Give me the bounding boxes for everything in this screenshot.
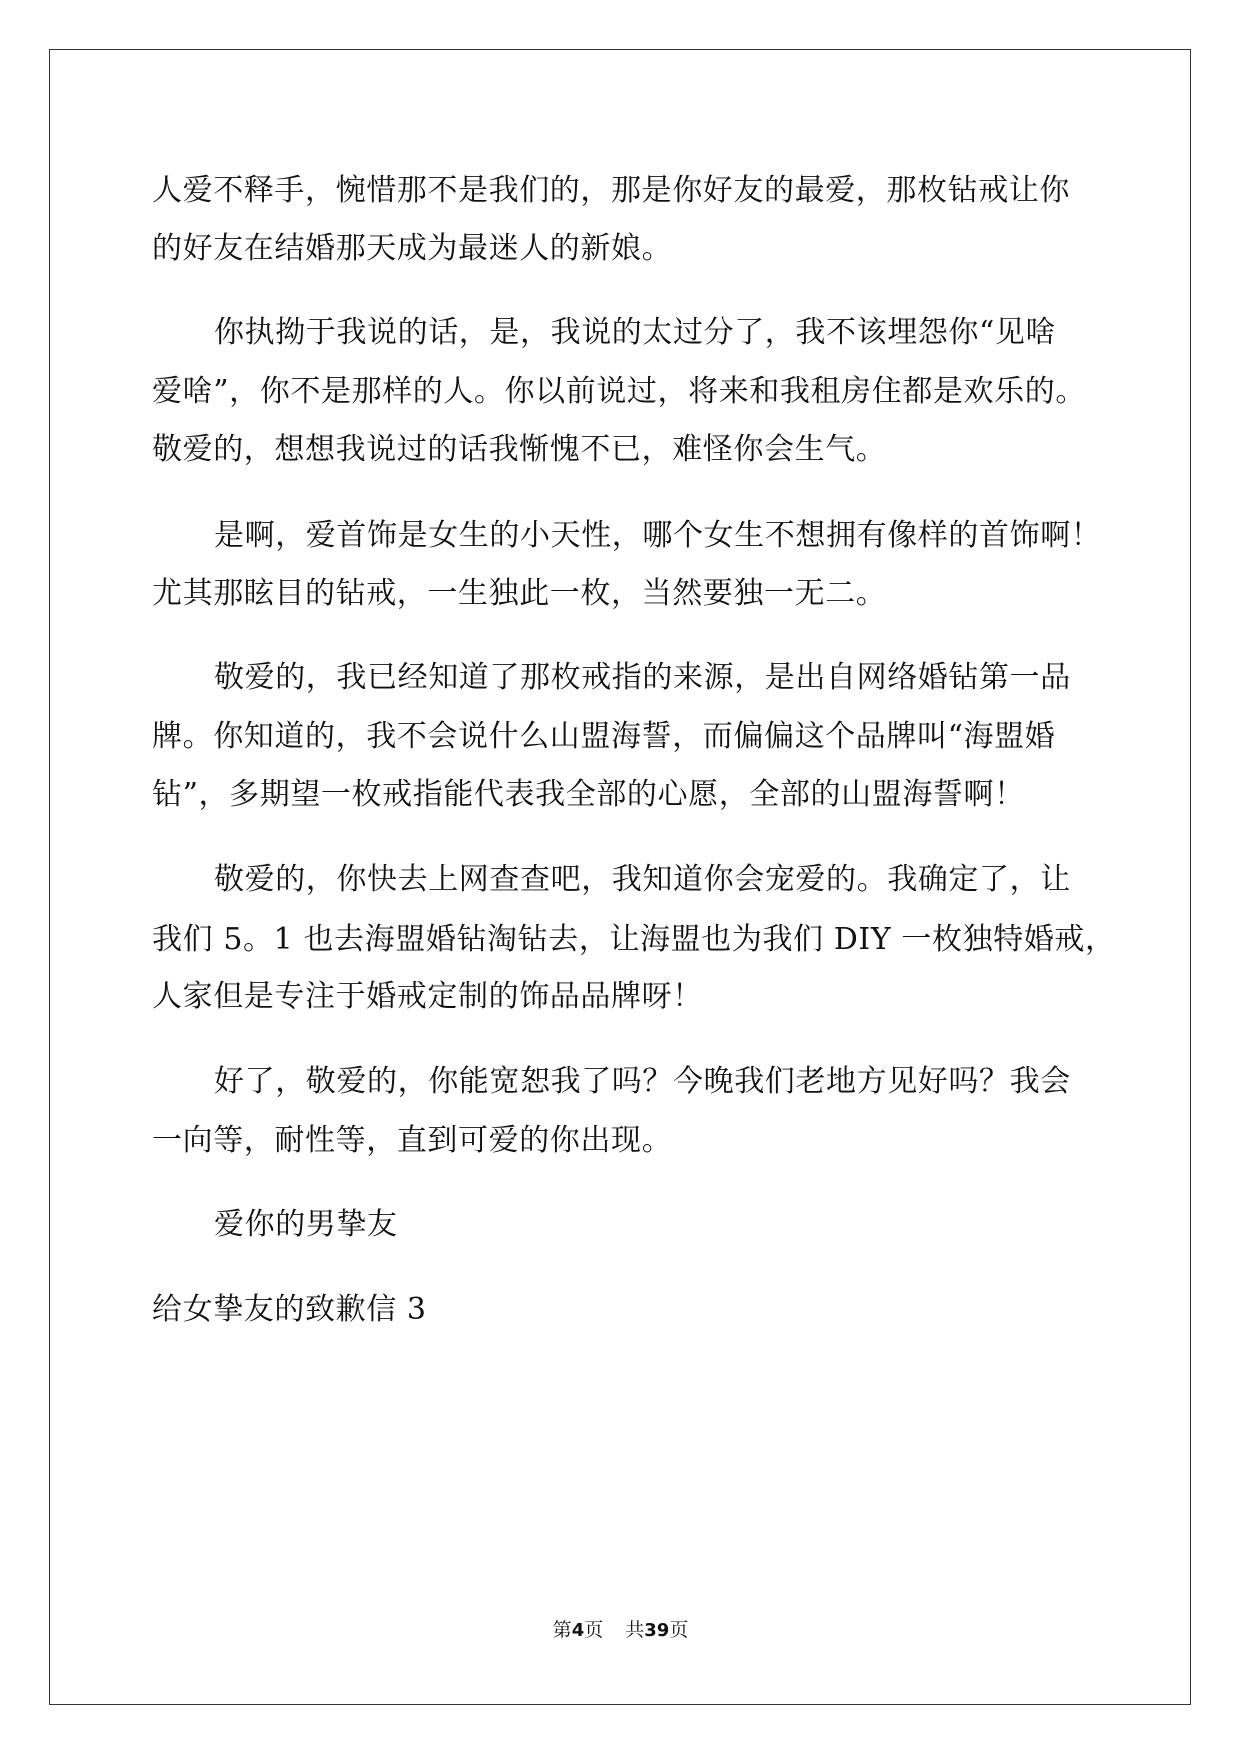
text-line: 人爱不释手，惋惜那不是我们的，那是你好友的最爱，那枚钻戒让你 <box>152 173 1070 208</box>
section-heading: 给女挚友的致歉信 3 <box>152 1292 427 1327</box>
paragraph-start-line: 是啊，爱首饰是女生的小天性，哪个女生不想拥有像样的首饰啊！ <box>214 518 1102 553</box>
paragraph-start-line: 敬爱的，你快去上网查查吧，我知道你会宠爱的。我确定了，让 <box>214 862 1071 897</box>
text-line: 我们 5。1 也去海盟婚钻淘钻去，让海盟也为我们 DIY 一枚独特婚戒， <box>152 922 1116 957</box>
total-suffix: 页 <box>669 1619 689 1641</box>
page-prefix: 第 <box>552 1619 572 1641</box>
paragraph-start-line: 你执拗于我说的话，是，我说的太过分了，我不该埋怨你“见啥 <box>214 315 1057 350</box>
text-line: 的好友在结婚那天成为最迷人的新娘。 <box>152 231 673 266</box>
total-pages: 39 <box>644 1620 670 1641</box>
total-prefix: 共 <box>625 1619 645 1641</box>
text-line: 敬爱的，想想我说过的话我惭愧不已，难怪你会生气。 <box>152 432 887 467</box>
page-number: 4 <box>571 1620 585 1641</box>
page-suffix: 页 <box>584 1619 604 1641</box>
text-line: 一向等，耐性等，直到可爱的你出现。 <box>152 1123 673 1158</box>
text-line: 牌。你知道的，我不会说什么山盟海誓，而偏偏这个品牌叫“海盟婚 <box>152 719 1056 754</box>
text-line: 尤其那眩目的钻戒，一生独此一枚，当然要独一无二。 <box>152 576 887 611</box>
signature-line: 爱你的男挚友 <box>214 1207 398 1242</box>
text-line: 爱啥”，你不是那样的人。你以前说过，将来和我租房住都是欢乐的。 <box>152 374 1086 409</box>
paragraph-start-line: 好了，敬爱的，你能宽恕我了吗？今晚我们老地方见好吗？我会 <box>214 1064 1071 1099</box>
paragraph-start-line: 敬爱的，我已经知道了那枚戒指的来源，是出自网络婚钻第一品 <box>214 660 1071 695</box>
text-line: 钻”，多期望一枚戒指能代表我全部的心愿，全部的山盟海誓啊！ <box>152 777 1025 812</box>
text-line: 人家但是专注于婚戒定制的饰品品牌呀！ <box>152 979 703 1014</box>
page-footer <box>0 1618 1241 1643</box>
